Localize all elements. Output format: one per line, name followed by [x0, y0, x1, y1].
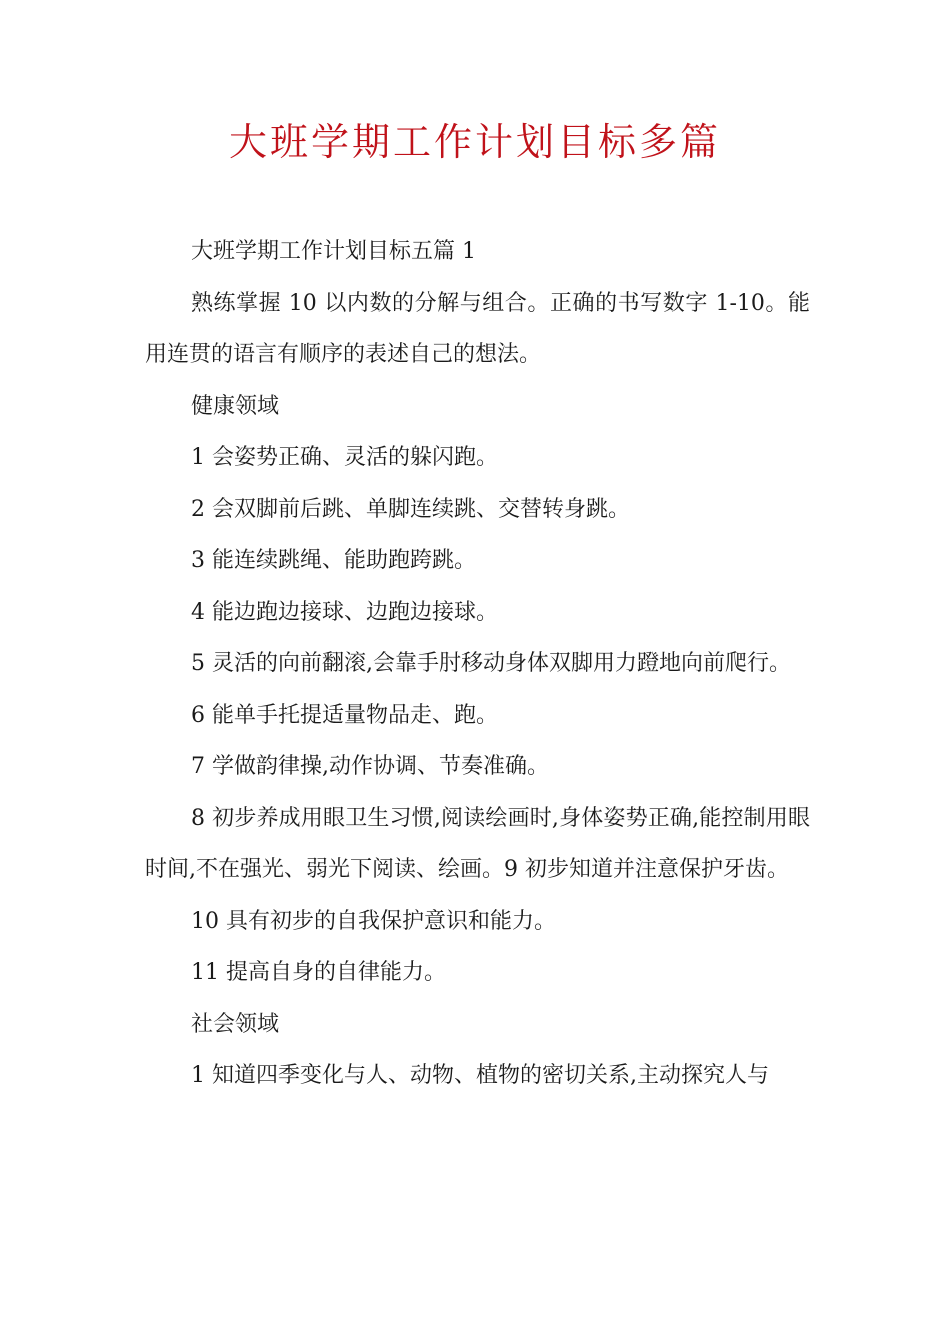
list-item: 4 能边跑边接球、边跑边接球。 — [191, 599, 498, 625]
list-item: 7 学做韵律操,动作协调、节奏准确。 — [191, 754, 549, 779]
list-item: 11 提高自身的自律能力。 — [191, 960, 446, 985]
section-heading-social: 社会领域 — [191, 1011, 280, 1037]
paragraph-heading-1: 大班学期工作计划目标五篇 1 — [191, 239, 476, 264]
list-item: 1 知道四季变化与人、动物、植物的密切关系,主动探究人与 — [191, 1063, 769, 1088]
list-item: 6 能单手托提适量物品走、跑。 — [191, 702, 498, 728]
list-item: 1 会姿势正确、灵活的躲闪跑。 — [191, 445, 498, 470]
list-item: 8 初步养成用眼卫生习惯,阅读绘画时,身体姿势正确,能控制用眼时间,不在强光、弱光下阅读、绘画。9 初步知道并注意保护牙齿。 — [145, 805, 810, 882]
list-item: 2 会双脚前后跳、单脚连续跳、交替转身跳。 — [191, 496, 630, 522]
section-heading-health: 健康领域 — [191, 393, 280, 419]
list-item: 3 能连续跳绳、能助跑跨跳。 — [191, 548, 476, 573]
list-item: 10 具有初步的自我保护意识和能力。 — [191, 908, 556, 934]
document-body — [145, 226, 810, 1102]
list-item: 5 灵活的向前翻滚,会靠手肘移动身体双脚用力蹬地向前爬行。 — [191, 651, 791, 676]
paragraph: 熟练掌握 10 以内数的分解与组合。正确的书写数字 1-10。能用连贯的语言有顺序的表述自己的想法。 — [145, 290, 810, 367]
document-title: 大班学期工作计划目标多篇 — [228, 120, 721, 164]
